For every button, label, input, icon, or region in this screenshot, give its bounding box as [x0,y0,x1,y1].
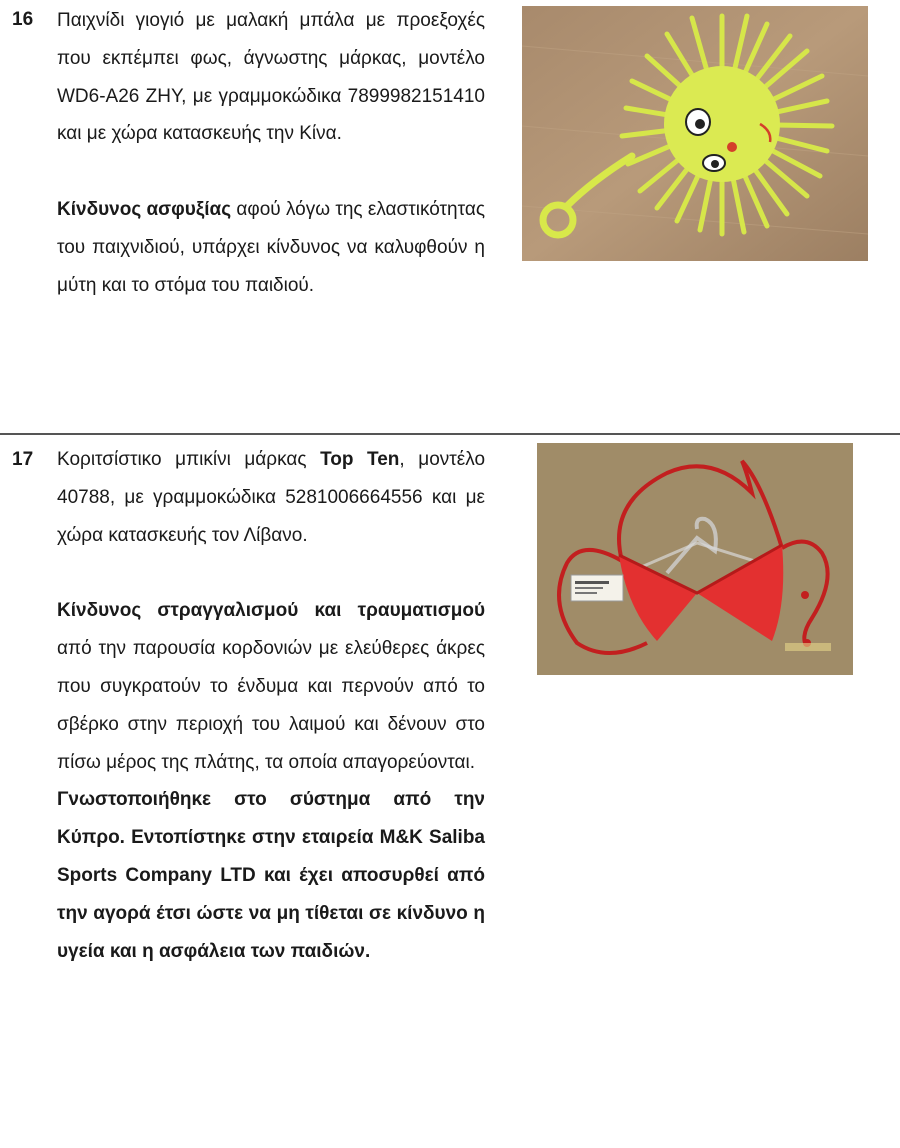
notice-text: Γνωστοποιήθηκε στο σύστημα από την Κύπρο. Εντοπίστηκε στην εταιρεία M&K Saliba Sports Company LTD και έχει αποσυρθεί από την αγορά έτσι ώστε να μη τίθεται σε κίνδυνο η υγεία και η ασφάλεια των παιδιών. [57,789,485,962]
risk-text: αφού λόγω της ελαστικότητας του παιχνιδιού, υπάρχει κίνδυνος να καλυφθούν η μύτη και το στόμα του παιδιού. [57,199,486,296]
description-post: , μοντέλο 40788, με γραμμοκώδικα 5281006664556 και με χώρα κατασκευής τον Λίβανο. [57,449,486,546]
product-description [57,441,485,554]
product-photo-bikini [537,443,853,675]
product-description: Παιχνίδι γιογιό με μαλακή μπάλα με προεξοχές που εκπέμπει φως, άγνωστης μάρκας, μοντέλο WD6-A26 ZHY, με γραμμοκώδικα 7899982151410 και με χώρα κατασκευής την Κίνα. [57,10,485,145]
notice-paragraph [57,781,485,970]
entry-text [57,441,485,970]
brand-name: Top Ten [320,449,400,470]
section-divider [0,433,900,435]
entry-number: 16 [12,9,34,30]
risk-title: Κίνδυνος ασφυξίας [57,199,232,221]
risk-paragraph [57,191,485,304]
product-photo-yoyo-ball [522,6,868,261]
description-pre: Κοριτσίστικο μπικίνι μάρκας [57,449,321,470]
entry-text [57,2,485,305]
risk-title: Κίνδυνος στραγγαλισμού και τραυματισμού [57,600,485,622]
risk-text: από την παρουσία κορδονιών με ελεύθερες άκρες που συγκρατούν το ένδυμα και περνούν από το σβέρκο στην περιοχή του λαιμού και δένουν στο πίσω μέρος της πλάτης, τα οποία απαγορεύονται. [57,638,485,773]
entry-number: 17 [12,449,34,470]
risk-paragraph [57,592,485,781]
